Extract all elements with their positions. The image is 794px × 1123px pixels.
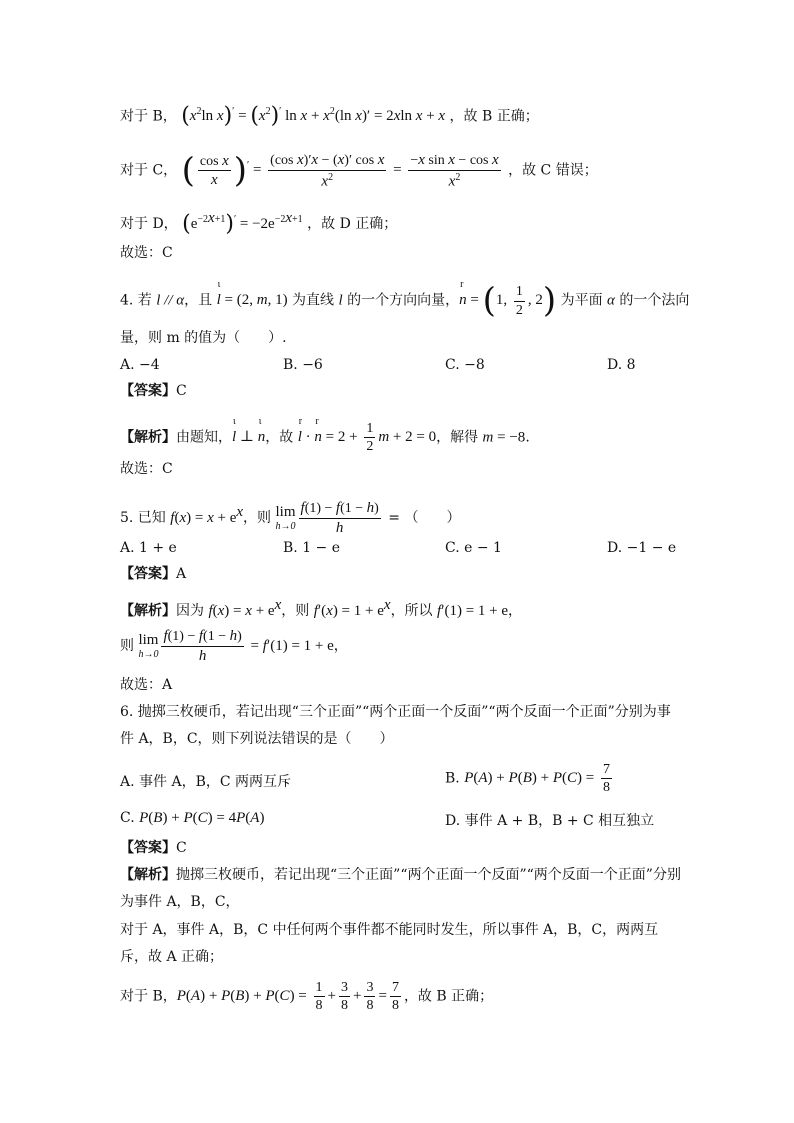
q5-analysis <box>120 596 522 620</box>
formula-b: ($x^2\ln$ $x)' = (x^2)'$ $\ln x + x^2(\ln$ x)′ = 2xln x + x <box>181 104 446 129</box>
q4-analysis: 【解析】由题知，ι l ⊥ ι n，故 r l · r n = 2 + $\frac{1}{2}$ m + 2 = 0，解得 m = −8. <box>120 421 530 455</box>
q6-analysis-2: 为事件 A，B，C， <box>120 894 240 910</box>
q5-derivative: $f'(x) = 1 + e^x$ <box>313 597 391 619</box>
choose-c-2: 故选：C <box>120 461 173 477</box>
q6-analysis-3: 对于 A，事件 A，B，C 中任何两个事件都不能同时发生，所以事件 A，B，C，两两互 <box>120 922 659 938</box>
q4-analysis-c: ，解得 <box>436 429 483 446</box>
q5-then-limit: lim h→0 <box>138 632 159 660</box>
q5-then-line: 则 lim h→0 $\frac{f(1) - f(1 - h)}{h}$ = f′(1) = 1 + e， <box>120 628 348 664</box>
q5-analysis-b: ，则 <box>281 603 314 619</box>
question-4-line2: 量，则 m 的值为（ ）. <box>120 330 287 346</box>
q5-derivative-at-1: f′(1) = 1 + e <box>437 603 509 619</box>
q4-text-b: ，且 <box>184 292 217 309</box>
q5-then-fraction: $\frac{f(1) - f(1 - h)}{h}$ <box>163 628 242 664</box>
q6-option-b-label: B. <box>445 770 465 787</box>
q4-option-d: D. 8 <box>607 357 636 373</box>
text-d-prefix: 对于 D， <box>120 216 178 232</box>
text-c-prefix: 对于 C， <box>120 162 178 179</box>
q4-answer-value: C <box>176 383 187 399</box>
formula-d: $(e^{-2x+1})' = -2e^{-2x+1}$ <box>182 210 303 237</box>
q4-dot-product: r l · r n = 2 + $\frac{1}{2}$ m + 2 = 0 <box>298 429 436 445</box>
q5-option-c: C. e − 1 <box>445 540 502 556</box>
q6-answer <box>120 840 187 857</box>
formula-c: ( $\frac{\text{cos x}}{x}$ )′ = $\frac{\text{(cos x)′x − (x)′ cos x}}{x^2}$ = $\frac{\text{−x sin x − cos x}}{x^2}$ <box>181 150 499 191</box>
q5-analysis-c: ，所以 <box>390 603 438 619</box>
solution-b-line <box>120 106 539 128</box>
q4-option-c: C. −8 <box>445 357 485 373</box>
q5-text-c: （ ） <box>404 510 461 526</box>
q5-then-end: ， <box>333 638 348 654</box>
q4-option-b: B. −6 <box>283 357 323 373</box>
q6-answer-value: C <box>176 840 187 856</box>
text-b-suffix: ，故 B 正确； <box>449 108 539 125</box>
q6-analysis-5-pre: 对于 B， <box>120 988 177 1005</box>
analysis-label: 【解析】 <box>120 429 176 446</box>
q4-text-c: 为直线 <box>287 292 339 309</box>
q4-analysis-b: ，故 <box>265 429 298 446</box>
text-c-suffix: ，故 C 错误； <box>508 162 598 179</box>
text-b-prefix: 对于 B， <box>120 108 177 125</box>
q4-option-a: A. −4 <box>120 357 160 373</box>
solution-d-line <box>120 209 397 236</box>
q5-answer-value: A <box>176 566 187 582</box>
q6-option-b: B. P(A) + P(B) + P(C) = $\frac{7}{8}$ <box>445 762 610 796</box>
q4-parallel: l // α <box>156 292 185 309</box>
q4-text-f: 的一个法向 <box>614 292 690 309</box>
q6-analysis-5-suf: ，故 B 正确； <box>403 988 494 1005</box>
q4-text-d: 的一个方向向量， <box>342 292 460 309</box>
q5-text-b: ，则 <box>243 510 276 526</box>
question-6-line1: 6. 抛掷三枚硬币，若记出现“三个正面”“两个正面一个反面”“两个反面一个正面”分别为事 <box>120 704 671 720</box>
q5-analysis-d: ， <box>508 603 523 619</box>
q5-limit-fraction: $\frac{f(1) - f(1 - h)}{h}$ <box>300 500 379 536</box>
q4-result: m = −8 <box>482 429 526 446</box>
q6-analysis-5 <box>120 980 493 1014</box>
q6-option-c-label: C. <box>120 810 140 826</box>
q4-vector-l: ι l = (2, m, 1) <box>217 292 288 308</box>
answer-label: 【答案】 <box>120 840 176 856</box>
q5-text-a: 5. 已知 <box>120 510 171 526</box>
q6-probability-sum: P(A) + P(B) + P(C) = $\frac{1}{8}$ + $\frac{3}{8}$ + $\frac{3}{8}$ = $\frac{7}{8}$ <box>176 980 399 1014</box>
q5-option-d: D. −1 − e <box>607 540 677 556</box>
q5-analysis-function: $f(x) = x + e^x$ <box>208 597 282 619</box>
q5-limit: lim h→0 <box>275 504 296 532</box>
question-6-line2: 件 A，B，C，则下列说法错误的是（ ） <box>120 731 394 747</box>
answer-label: 【答案】 <box>120 383 176 399</box>
q5-analysis-a: 因为 <box>176 603 209 619</box>
choose-a: 故选：A <box>120 677 173 693</box>
q6-analysis-1-text: 抛掷三枚硬币，若记出现“三个正面”“两个正面一个反面”“两个反面一个正面”分别 <box>176 867 681 883</box>
q5-option-a: A. 1 + e <box>120 540 177 556</box>
answer-label: 【答案】 <box>120 566 176 582</box>
analysis-label: 【解析】 <box>120 867 176 883</box>
q4-answer <box>120 383 187 400</box>
q4-analysis-a: 由题知， <box>176 429 232 446</box>
q4-text-e: 为平面 <box>556 292 608 309</box>
q4-perp: ι l ⊥ ι n <box>232 429 265 445</box>
q5-answer <box>120 566 186 583</box>
q5-option-b: B. 1 − e <box>283 540 341 556</box>
question-5: 5. 已知 $f(x) = x + e^x$，则 lim h→0 $\frac{f(1) - f(1 - h)}{h}$ = （ ） <box>120 500 461 536</box>
analysis-label: 【解析】 <box>120 603 176 619</box>
q6-analysis-4: 斥，故 A 正确； <box>120 949 224 965</box>
solution-c-line <box>120 152 598 190</box>
q6-option-a: A. 事件 A，B，C 两两互斥 <box>120 774 292 790</box>
text-d-suffix: ，故 D 正确； <box>307 216 398 232</box>
question-4-line1: 4. 若 l // α，且 ι l = (2, m, 1) 为直线 l 的一个方向向量，r n = (1, $\frac{1}{2}$ , 2) 为平面 α 的一个法向 <box>120 284 689 318</box>
q5-function: $f(x) = x + e^x$ <box>170 504 244 526</box>
q6-option-d: D. 事件 A + B，B + C 相互独立 <box>445 813 655 829</box>
q6-analysis-1 <box>120 867 681 884</box>
q5-then: 则 <box>120 638 139 654</box>
choose-c-1: 故选：C <box>120 245 173 261</box>
q4-vector-n: r n = (1, $\frac{1}{2}$ , 2) <box>459 292 556 308</box>
q4-text-a: 4. 若 <box>120 292 157 309</box>
q6-option-c: C. P(B) + P(C) = 4P(A) <box>120 810 265 826</box>
